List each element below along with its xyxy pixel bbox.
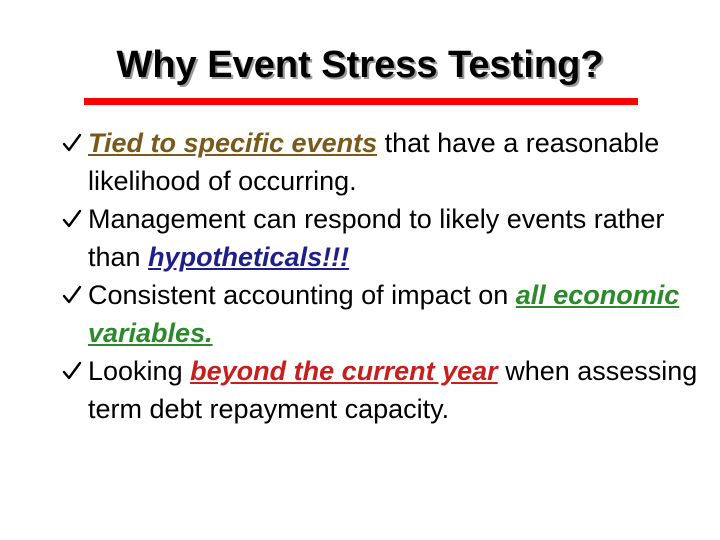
bullet-4-text-end: when assessing term debt repayment capacity. <box>88 356 698 424</box>
bullet-2-emphasis: hypotheticals!!! <box>148 242 350 272</box>
title-underline-rule <box>84 98 638 105</box>
checkmark-icon <box>62 201 84 237</box>
bullet-2-text: Management can respond to likely events rather than <box>88 204 665 272</box>
checkmark-icon <box>62 125 84 161</box>
bullet-4-text-start: Looking <box>88 356 191 386</box>
bullet-3-text: Consistent accounting of impact on <box>88 280 516 310</box>
bullet-1-text: that have a reasonable likelihood of occurring. <box>88 128 660 196</box>
bullet-item-2 <box>62 200 702 276</box>
bullet-3-emphasis: all economic variables. <box>88 280 680 348</box>
bullet-item-1 <box>62 124 702 200</box>
bullet-item-4 <box>62 352 702 428</box>
checkmark-icon <box>62 277 84 313</box>
bullet-list <box>62 124 702 428</box>
slide-title: Why Event Stress Testing? <box>116 44 604 86</box>
bullet-1-emphasis: Tied to specific events <box>88 128 378 158</box>
bullet-item-3 <box>62 276 702 352</box>
checkmark-icon <box>62 353 84 389</box>
bullet-4-emphasis: beyond the current year <box>190 356 498 386</box>
